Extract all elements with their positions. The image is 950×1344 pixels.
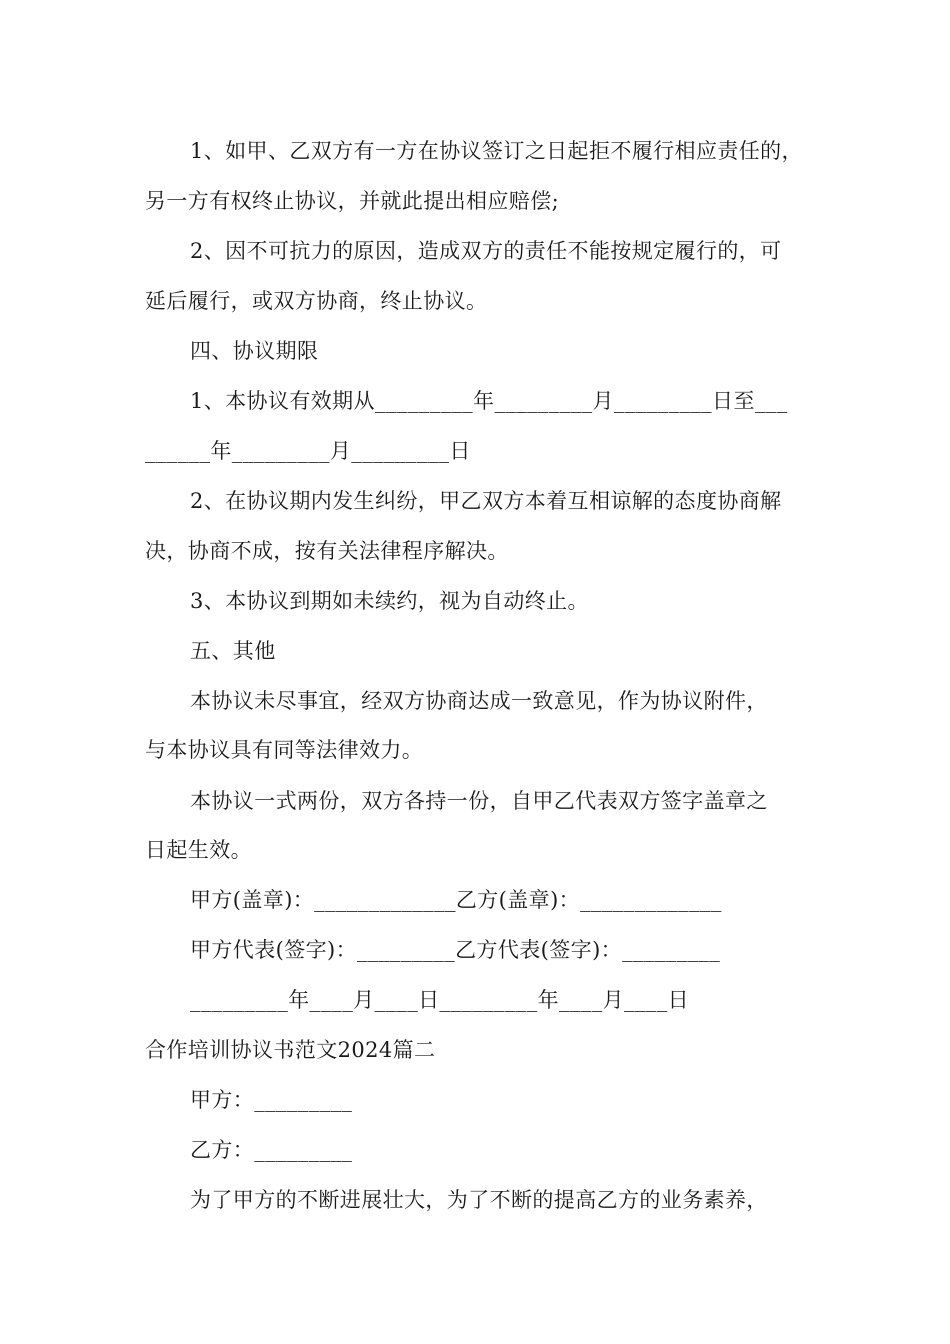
section-heading: 五、其他 <box>190 639 276 663</box>
text-line: 本协议一式两份，双方各持一份，自甲乙代表双方签字盖章之 <box>190 789 768 813</box>
text-line: 本协议未尽事宜，经双方协商达成一致意见，作为协议附件， <box>190 689 768 713</box>
text-line: 3、本协议到期如未续约，视为自动终止。 <box>190 589 589 613</box>
text-line: 2、因不可抗力的原因，造成双方的责任不能按规定履行的，可 <box>190 239 782 263</box>
signature-representative-line: 甲方代表(签字)：_________乙方代表(签字)：_________ <box>190 938 721 962</box>
text-line: 决，协商不成，按有关法律程序解决。 <box>145 539 509 563</box>
text-line: ______年_________月_________日 <box>145 439 471 463</box>
text-line: 2、在协议期内发生纠纷，甲乙双方本着互相谅解的态度协商解 <box>190 489 782 513</box>
text-line: 为了甲方的不断进展壮大，为了不断的提高乙方的业务素养， <box>190 1188 768 1212</box>
text-line: 日起生效。 <box>145 838 252 862</box>
text-line: 延后履行，或双方协商，终止协议。 <box>145 289 488 313</box>
text-line: 另一方有权终止协议，并就此提出相应赔偿; <box>145 189 560 213</box>
text-line: 1、如甲、乙双方有一方在协议签订之日起拒不履行相应责任的， <box>190 139 803 163</box>
text-line: 与本协议具有同等法律效力。 <box>145 738 424 762</box>
text-line: 1、本协议有效期从_________年_________月_________日至___ <box>190 389 788 413</box>
section-heading: 四、协议期限 <box>190 339 319 363</box>
party-b-line: 乙方：_________ <box>190 1138 353 1162</box>
party-a-line: 甲方：_________ <box>190 1088 353 1112</box>
document-title: 合作培训协议书范文2024篇二 <box>145 1038 436 1062</box>
signature-seal-line: 甲方(盖章)：_____________乙方(盖章)：_____________ <box>190 888 722 912</box>
signature-date-line: _________年____月____日_________年____月____日 <box>190 988 689 1012</box>
